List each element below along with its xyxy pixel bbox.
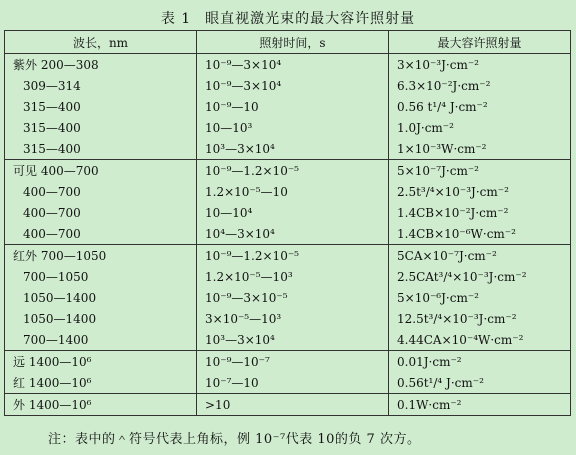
exposure-time-cell: 10⁻⁹—3×10⁻⁵: [197, 287, 389, 308]
wavelength-cell: 1050—1400: [5, 287, 197, 308]
exposure-time-cell: 10⁻⁹—1.2×10⁻⁵: [197, 245, 389, 267]
table-row: [5, 287, 571, 308]
max-exposure-cell: 2.5CAt³/⁴×10⁻³J·cm⁻²: [389, 266, 571, 287]
wavelength-cell: 远 1400—10⁶: [5, 351, 197, 373]
wavelength-cell: 红 1400—10⁶: [5, 372, 197, 394]
exposure-time-cell: 10³—3×10⁴: [197, 138, 389, 160]
wavelength-cell: 700—1400: [5, 329, 197, 351]
exposure-time-cell: 10—10³: [197, 117, 389, 138]
exposure-time-cell: 10⁻⁹—3×10⁴: [197, 75, 389, 96]
max-exposure-cell: 1.0J·cm⁻²: [389, 117, 571, 138]
max-exposure-cell: 1.4CB×10⁻²J·cm⁻²: [389, 202, 571, 223]
exposure-limits-table: [4, 30, 571, 416]
header-row: [5, 31, 571, 54]
table-title: [0, 8, 576, 28]
table-number: 表 1: [160, 11, 192, 27]
wavelength-cell: 外 1400—10⁶: [5, 394, 197, 416]
wavelength-cell: 309—314: [5, 75, 197, 96]
exposure-time-cell: 1.2×10⁻⁵—10³: [197, 266, 389, 287]
exposure-time-cell: 1.2×10⁻⁵—10: [197, 181, 389, 202]
max-exposure-cell: 12.5t³/⁴×10⁻³J·cm⁻²: [389, 308, 571, 329]
exposure-time-cell: 10⁻⁹—10⁻⁷: [197, 351, 389, 373]
exposure-time-cell: 10⁻⁷—10: [197, 372, 389, 394]
wavelength-cell: 紫外 200—308: [5, 54, 197, 76]
exposure-time-cell: 10—10⁴: [197, 202, 389, 223]
max-exposure-cell: 3×10⁻³J·cm⁻²: [389, 54, 571, 76]
wavelength-cell: 700—1050: [5, 266, 197, 287]
table-row: [5, 75, 571, 96]
max-exposure-cell: 0.56t¹/⁴ J·cm⁻²: [389, 372, 571, 394]
exposure-time-cell: 10⁻⁹—1.2×10⁻⁵: [197, 160, 389, 182]
footnote: 注：表中的＾符号代表上角标，例 10⁻⁷代表 10的负 7 次方。: [48, 432, 421, 447]
max-exposure-cell: 2.5t³/⁴×10⁻³J·cm⁻²: [389, 181, 571, 202]
table-row: [5, 372, 571, 394]
max-exposure-cell: 5×10⁻⁶J·cm⁻²: [389, 287, 571, 308]
header-exposure-time: 照射时间，s: [197, 31, 389, 54]
table-row: [5, 329, 571, 351]
wavelength-cell: 红外 700—1050: [5, 245, 197, 267]
max-exposure-cell: 1×10⁻³W·cm⁻²: [389, 138, 571, 160]
wavelength-cell: 可见 400—700: [5, 160, 197, 182]
header-max-exposure: 最大容许照射量: [389, 31, 571, 54]
table-row: [5, 181, 571, 202]
table-row: [5, 394, 571, 416]
max-exposure-cell: 0.56 t¹/⁴ J·cm⁻²: [389, 96, 571, 117]
table-row: [5, 308, 571, 329]
wavelength-cell: 400—700: [5, 223, 197, 245]
exposure-time-cell: 10³—3×10⁴: [197, 329, 389, 351]
max-exposure-cell: 0.01J·cm⁻²: [389, 351, 571, 373]
table-row: [5, 138, 571, 160]
max-exposure-cell: 6.3×10⁻²J·cm⁻²: [389, 75, 571, 96]
table-row: [5, 202, 571, 223]
wavelength-cell: 315—400: [5, 138, 197, 160]
exposure-time-cell: >10: [197, 394, 389, 416]
table-row: [5, 266, 571, 287]
exposure-time-cell: 10⁻⁹—3×10⁴: [197, 54, 389, 76]
table-row: [5, 54, 571, 76]
table-row: [5, 117, 571, 138]
max-exposure-cell: 5CA×10⁻⁷J·cm⁻²: [389, 245, 571, 267]
table-row: [5, 96, 571, 117]
table-body: [5, 54, 571, 416]
exposure-time-cell: 3×10⁻⁵—10³: [197, 308, 389, 329]
wavelength-cell: 400—700: [5, 202, 197, 223]
max-exposure-cell: 4.44CA×10⁻⁴W·cm⁻²: [389, 329, 571, 351]
table-row: [5, 351, 571, 373]
exposure-time-cell: 10⁴—3×10⁴: [197, 223, 389, 245]
wavelength-cell: 315—400: [5, 96, 197, 117]
header-wavelength: 波长，nm: [5, 31, 197, 54]
max-exposure-cell: 1.4CB×10⁻⁶W·cm⁻²: [389, 223, 571, 245]
table-row: [5, 245, 571, 267]
table-row: [5, 160, 571, 182]
wavelength-cell: 1050—1400: [5, 308, 197, 329]
max-exposure-cell: 0.1W·cm⁻²: [389, 394, 571, 416]
exposure-time-cell: 10⁻⁹—10: [197, 96, 389, 117]
table-row: [5, 223, 571, 245]
table-caption: 眼直视激光束的最大容许照射量: [205, 11, 416, 27]
wavelength-cell: 315—400: [5, 117, 197, 138]
wavelength-cell: 400—700: [5, 181, 197, 202]
max-exposure-cell: 5×10⁻⁷J·cm⁻²: [389, 160, 571, 182]
